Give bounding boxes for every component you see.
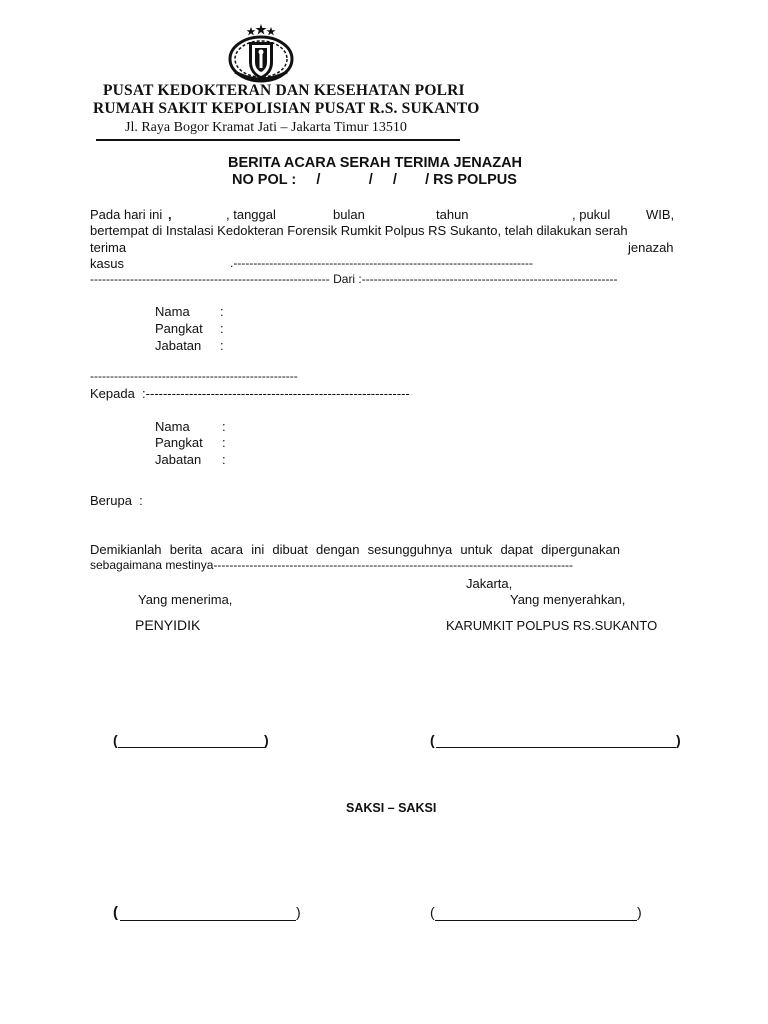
giver-paren-open: ( xyxy=(430,732,435,748)
document-number: NO POL : / / / / RS POLPUS xyxy=(232,172,517,188)
field-jabatan-label: Jabatan xyxy=(155,338,202,353)
field-pangkat-colon-2: : xyxy=(222,435,226,450)
kepada-line: Kepada :------------------------------------------------------------- xyxy=(90,386,410,401)
intro-line-2: bertempat di Instalasi Kedokteran Forensik Rumkit Polpus RS Sukanto, telah dilakukan serah xyxy=(90,223,628,238)
witness-2-paren-close: ) xyxy=(637,904,642,920)
polri-emblem-icon xyxy=(225,22,297,84)
closing-line-1: Demikianlah berita acara ini dibuat dengan sesungguhnya untuk dapat dipergunakan xyxy=(90,542,620,557)
intro-wib: WIB, xyxy=(646,207,675,222)
intro-pada-hari: Pada hari ini xyxy=(90,207,163,222)
intro-pukul: , pukul xyxy=(572,207,611,222)
field-nama-label-2: Nama xyxy=(155,419,190,434)
field-pangkat-label-2: Pangkat xyxy=(155,435,203,450)
intro-comma: , xyxy=(168,207,172,222)
field-nama-label: Nama xyxy=(155,304,190,319)
berupa-label: Berupa : xyxy=(90,493,143,508)
witness-2-paren-open: ( xyxy=(430,904,435,920)
intro-kasus-dashes: .--------------------------------------------------------------------------- xyxy=(230,256,534,270)
receiver-sign-line xyxy=(118,747,265,748)
witness-1-paren-close: ) xyxy=(296,904,301,920)
giver-paren-close: ) xyxy=(676,732,681,748)
header-rule xyxy=(96,139,460,141)
receiver-paren-open: ( xyxy=(113,732,118,748)
intro-tahun: tahun xyxy=(436,207,469,222)
field-pangkat-label: Pangkat xyxy=(155,321,203,336)
header-line-2: RUMAH SAKIT KEPOLISIAN PUSAT R.S. SUKANTO xyxy=(93,100,480,117)
city-date: Jakarta, xyxy=(466,576,513,591)
witness-2-sign-line xyxy=(435,920,637,921)
receiver-title: PENYIDIK xyxy=(135,617,201,633)
field-jabatan-label-2: Jabatan xyxy=(155,452,202,467)
witness-1-paren-open: ( xyxy=(113,904,118,921)
giver-label: Yang menyerahkan, xyxy=(510,592,626,607)
document-title: BERITA ACARA SERAH TERIMA JENAZAH xyxy=(228,155,523,171)
field-pangkat-colon: : xyxy=(220,321,224,336)
header-line-1: PUSAT KEDOKTERAN DAN KESEHATAN POLRI xyxy=(103,82,465,99)
intro-terima: terima xyxy=(90,240,127,255)
header-address: Jl. Raya Bogor Kramat Jati – Jakarta Timur 13510 xyxy=(125,120,407,135)
field-nama-colon-2: : xyxy=(222,419,226,434)
witnesses-heading: SAKSI – SAKSI xyxy=(346,801,437,815)
giver-title: KARUMKIT POLPUS RS.SUKANTO xyxy=(446,618,658,633)
receiver-paren-close: ) xyxy=(264,732,269,748)
field-jabatan-colon: : xyxy=(220,338,224,353)
receiver-label: Yang menerima, xyxy=(138,592,233,607)
intro-tanggal: , tanggal xyxy=(226,207,276,222)
closing-line-2: sebagaimana mestinya------------------------------------------------------------------------------------------ xyxy=(90,558,574,572)
field-jabatan-colon-2: : xyxy=(222,452,226,467)
field-nama-colon: : xyxy=(220,304,224,319)
dari-line: ------------------------------------------------------------ Dari :---------------------------------------------------------------- xyxy=(90,272,618,286)
separator-dashes: ---------------------------------------------------- xyxy=(90,369,298,383)
giver-sign-line xyxy=(436,747,676,748)
intro-kasus: kasus xyxy=(90,256,124,271)
intro-jenazah: jenazah xyxy=(628,240,674,255)
intro-bulan: bulan xyxy=(333,207,365,222)
witness-1-sign-line xyxy=(120,920,296,921)
